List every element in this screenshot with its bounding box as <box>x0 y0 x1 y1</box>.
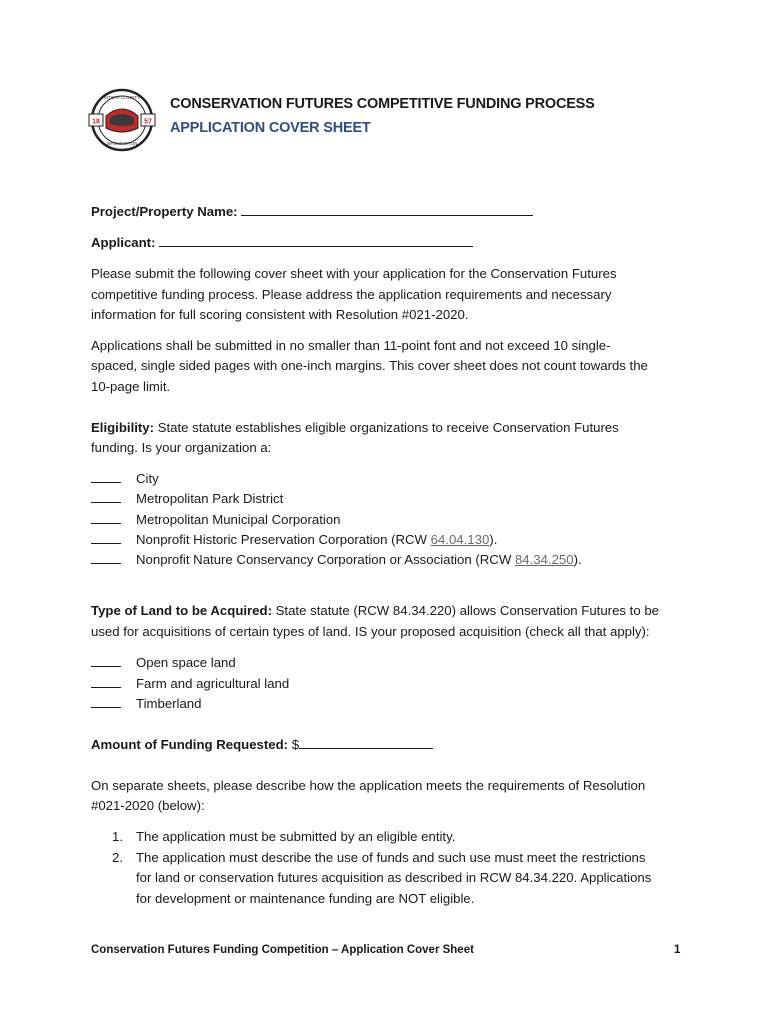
requirements-intro: On separate sheets, please describe how the application meets the requirements of Resolution <box>91 778 646 793</box>
document-title: CONSERVATION FUTURES COMPETITIVE FUNDING PROCESS <box>170 96 595 112</box>
amount-blank[interactable] <box>299 736 433 749</box>
land-option-farm <box>91 674 290 694</box>
checkbox-blank[interactable] <box>91 470 121 483</box>
amount-field <box>91 735 433 756</box>
land-option-timberland <box>91 694 202 714</box>
format-line: spaced, single sided pages with one-inch margins. This cover sheet does not count towards the <box>91 358 648 373</box>
list-item-text: The application must be submitted by an eligible entity. <box>136 829 456 844</box>
land-line <box>91 601 659 622</box>
land-heading: Type of Land to be Acquired: <box>91 603 272 618</box>
eligibility-option-historic-preservation <box>91 530 498 550</box>
eligibility-option-park-district <box>91 489 284 509</box>
seal-top-text: KITSAP COUNTY <box>103 95 141 100</box>
county-seal-logo <box>86 88 158 152</box>
option-label: Metropolitan Municipal Corporation <box>136 512 341 527</box>
eligibility-option-nature-conservancy <box>91 550 582 570</box>
option-close: ). <box>573 552 582 567</box>
land-option-open-space <box>91 653 236 673</box>
intro-line: Please submit the following cover sheet with your application for the Conservation Futures <box>91 266 617 281</box>
intro-line: information for full scoring consistent with Resolution #021-2020. <box>91 307 469 322</box>
option-label-wrap <box>136 530 497 550</box>
project-name-field <box>91 202 533 223</box>
page-number: 1 <box>674 944 681 956</box>
eligibility-option-city <box>91 469 159 489</box>
applicant-label: Applicant: <box>91 235 156 250</box>
intro-line: competitive funding process. Please address the application requirements and necessary <box>91 287 612 302</box>
option-label: City <box>136 471 159 486</box>
eligibility-line: funding. Is your organization a: <box>91 440 272 455</box>
eligibility-heading: Eligibility: <box>91 420 155 435</box>
rcw-link[interactable]: 64.04.130 <box>430 532 490 547</box>
footer-title: Conservation Futures Funding Competition – Application Cover Sheet <box>91 944 474 956</box>
seal-left-number: 18 <box>92 118 100 126</box>
list-item-text: for development or maintenance funding are NOT eligible. <box>136 891 475 906</box>
format-line: Applications shall be submitted in no smaller than 11-point font and not exceed 10 single- <box>91 338 611 353</box>
requirements-intro: #021-2020 (below): <box>91 798 205 813</box>
project-name-label: Project/Property Name: <box>91 204 238 219</box>
amount-prefix: $ <box>291 737 300 752</box>
option-label: Farm and agricultural land <box>136 676 290 691</box>
option-label: Nonprofit Nature Conservancy Corporation or Association (RCW <box>136 552 515 567</box>
option-label: Timberland <box>136 696 202 711</box>
rcw-link[interactable]: 84.34.250 <box>514 552 574 567</box>
document-subtitle: APPLICATION COVER SHEET <box>170 120 371 136</box>
checkbox-blank[interactable] <box>91 675 121 688</box>
seal-right-number: 57 <box>144 118 152 126</box>
list-item-text: The application must describe the use of funds and such use must meet the restrictions <box>136 850 646 865</box>
checkbox-blank[interactable] <box>91 695 121 708</box>
list-number: 1. <box>112 829 123 844</box>
option-close: ). <box>489 532 498 547</box>
checkbox-blank[interactable] <box>91 490 121 503</box>
checkbox-blank[interactable] <box>91 511 121 524</box>
eligibility-text: State statute establishes eligible organizations to receive Conservation Futures <box>157 420 619 435</box>
option-label: Open space land <box>136 655 236 670</box>
format-line: 10-page limit. <box>91 379 171 394</box>
checkbox-blank[interactable] <box>91 654 121 667</box>
amount-label: Amount of Funding Requested: <box>91 737 289 752</box>
checkbox-blank[interactable] <box>91 551 121 564</box>
eligibility-option-municipal-corp <box>91 510 341 530</box>
project-name-blank[interactable] <box>241 203 533 216</box>
land-line: used for acquisitions of certain types of land. IS your proposed acquisition (check all that apply): <box>91 624 650 639</box>
option-label-wrap <box>136 550 582 570</box>
land-text: State statute (RCW 84.34.220) allows Conservation Futures to be <box>275 603 659 618</box>
list-number: 2. <box>112 850 123 865</box>
applicant-field <box>91 233 473 254</box>
eligibility-line <box>91 418 619 439</box>
checkbox-blank[interactable] <box>91 531 121 544</box>
seal-bottom-text: WASHINGTON <box>106 141 138 146</box>
applicant-blank[interactable] <box>159 234 473 247</box>
list-item-text: for land or conservation futures acquisition as described in RCW 84.34.220. Applications <box>136 870 652 885</box>
option-label: Nonprofit Historic Preservation Corporation (RCW <box>136 532 431 547</box>
option-label: Metropolitan Park District <box>136 491 284 506</box>
